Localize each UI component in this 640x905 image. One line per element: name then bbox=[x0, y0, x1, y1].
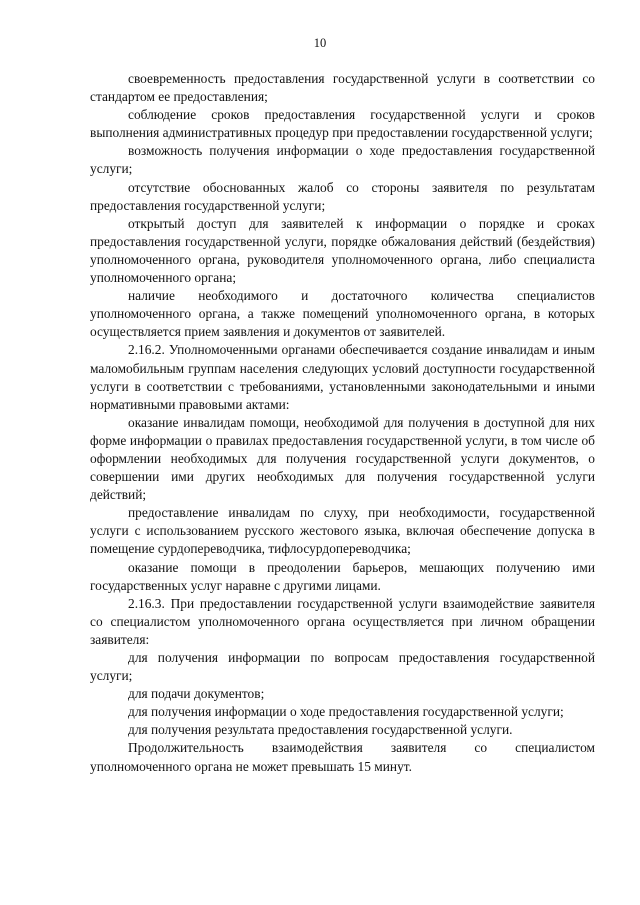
paragraph: открытый доступ для заявителей к информации о порядке и сроках предоставления государственной услуги, порядке обжалования действий (бездействия) уполномоченного органа, руководителя уполномоченного органа, либо специалиста уполномоченного органа; bbox=[90, 215, 595, 286]
document-body bbox=[90, 70, 595, 776]
paragraph: для получения результата предоставления государственной услуги. bbox=[128, 722, 513, 738]
paragraph: для получения информации о ходе предоставления государственной услуги; bbox=[128, 704, 564, 720]
paragraph: оказание помощи в преодолении барьеров, мешающих получению ими государственных услуг наравне с другими лицами. bbox=[90, 559, 595, 593]
paragraph: 2.16.3. При предоставлении государственной услуги взаимодействие заявителя со специалистом уполномоченного органа осуществляется при личном обращении заявителя: bbox=[90, 595, 595, 647]
paragraph: 2.16.2. Уполномоченными органами обеспечивается создание инвалидам и иным маломобильным группам населения следующих условий доступности государственной услуги в соответствии с требованиями, установленными законодательными и иными нормативными правовыми актами: bbox=[90, 342, 595, 412]
paragraph: оказание инвалидам помощи, необходимой для получения в доступной для них форме информации о правилах предоставления государственной услуги, в том числе об оформлении необходимых для получения государственной услуги документов, о совершении ими других необходимых для получения государственной услуги действий; bbox=[90, 414, 595, 503]
paragraph: для получения информации по вопросам предоставления государственной услуги; bbox=[90, 650, 595, 684]
paragraph: Продолжительность взаимодействия заявителя со специалистом уполномоченного органа не может превышать 15 минут. bbox=[90, 740, 595, 774]
paragraph: наличие необходимого и достаточного количества специалистов уполномоченного органа, а также помещений уполномоченного органа, в которых осуществляется прием заявления и документов от заявителей. bbox=[90, 288, 595, 340]
paragraph: возможность получения информации о ходе предоставления государственной услуги; bbox=[90, 143, 595, 177]
paragraph: для подачи документов; bbox=[128, 686, 265, 702]
paragraph: предоставление инвалидам по слуху, при необходимости, государственной услуги с использованием русского жестового языка, включая обеспечение допуска в помещение сурдопереводчика, тифлосурдопереводчика; bbox=[90, 505, 595, 557]
page-number: 10 bbox=[313, 36, 327, 50]
paragraph: своевременность предоставления государственной услуги в соответствии со стандартом ее предоставления; bbox=[90, 71, 595, 105]
paragraph: отсутствие обоснованных жалоб со стороны заявителя по результатам предоставления государственной услуги; bbox=[90, 179, 595, 213]
paragraph: соблюдение сроков предоставления государственной услуги и сроков выполнения административных процедур при предоставлении государственной услуги; bbox=[90, 107, 595, 141]
